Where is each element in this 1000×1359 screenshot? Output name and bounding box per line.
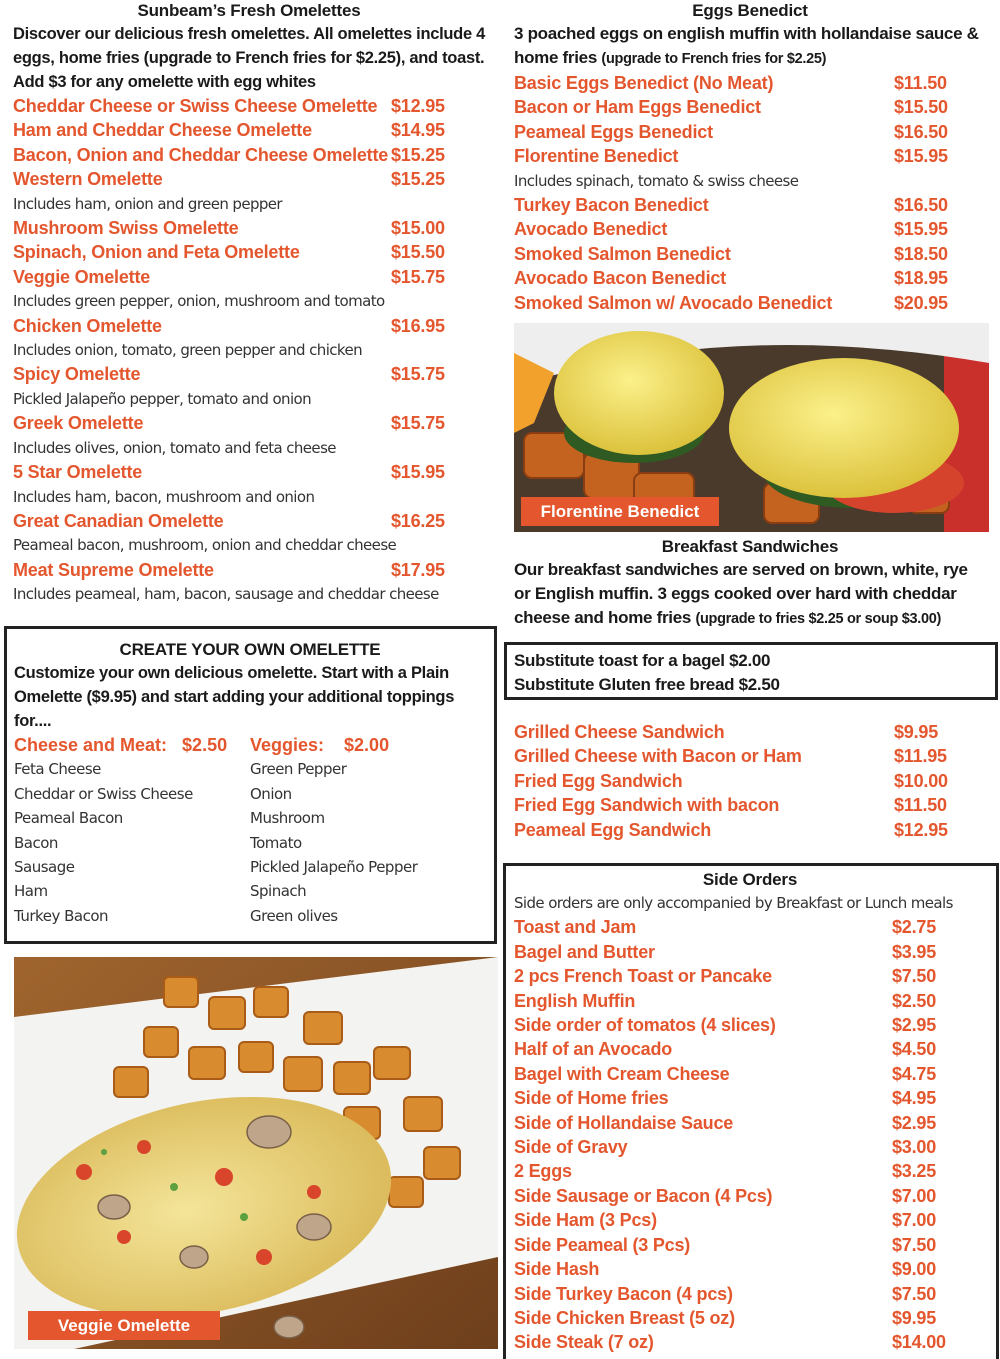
topping-item: Green Pepper [250, 760, 347, 779]
menu-item [514, 1257, 986, 1281]
sides-list [514, 915, 986, 1354]
item-price: $7.00 [892, 1185, 937, 1206]
menu-item [13, 240, 485, 264]
omelettes-title: Sunbeam’s Fresh Omelettes [137, 1, 361, 20]
omelettes-intro: Discover our delicious fresh omelettes. All omelettes include 4 eggs, home fries (upgrade to French fries for $2.25), and toast. Add $3 for any omelette with egg whites [13, 25, 485, 91]
menu-item [514, 291, 986, 315]
item-price: $12.95 [894, 819, 948, 840]
topping-item: Green olives [250, 906, 338, 925]
topping-item: Peameal Bacon [14, 809, 123, 828]
item-price: $2.95 [892, 1015, 937, 1036]
topping-item: Sausage [14, 858, 75, 877]
item-price: $11.50 [894, 795, 947, 816]
substitute-list [514, 649, 780, 697]
create-title: CREATE YOUR OWN OMELETTE [119, 640, 381, 659]
menu-item [514, 217, 986, 241]
item-price: $16.50 [894, 121, 948, 142]
item-price: $15.25 [391, 144, 445, 165]
veggies-column [250, 733, 486, 928]
menu-item [514, 1086, 986, 1110]
item-name: Half of an Avocado [514, 1039, 673, 1060]
item-price: $7.50 [892, 966, 937, 987]
menu-item [514, 744, 986, 768]
benedict-intro-upgrade: (upgrade to French fries for $2.25) [601, 51, 827, 67]
item-name: Meat Supreme Omelette [13, 559, 214, 580]
menu-item [514, 266, 986, 290]
menu-item [13, 362, 485, 386]
menu-item [13, 216, 485, 240]
item-name: Smoked Salmon w/ Avocado Benedict [514, 292, 833, 313]
item-description: Peameal bacon, mushroom, onion and cheddar cheese [13, 536, 397, 555]
benedict-intro-text: 3 poached eggs on english muffin with hollandaise sauce & home fries [514, 24, 979, 67]
menu-item [13, 460, 485, 484]
side-orders-box [503, 863, 999, 1359]
substitute-box [504, 642, 998, 700]
item-price: $7.00 [892, 1210, 937, 1231]
topping-item: Ham [14, 882, 48, 901]
item-description: Pickled Jalapeño pepper, tomato and onion [13, 389, 312, 408]
item-name: Fried Egg Sandwich [514, 770, 683, 791]
menu-item [514, 71, 986, 95]
item-description: Includes peameal, ham, bacon, sausage and cheddar cheese [13, 585, 439, 604]
topping-item: Tomato [250, 833, 302, 852]
item-price: $15.95 [894, 146, 948, 167]
sandwich-items-section [514, 720, 986, 842]
item-price: $3.25 [892, 1161, 937, 1182]
item-price: $7.50 [892, 1234, 937, 1255]
sandwiches-intro-upgrade: (upgrade to fries $2.25 or soup $3.00) [695, 611, 942, 627]
menu-item [514, 720, 986, 744]
veggies-list [250, 757, 486, 928]
item-name: Bagel and Butter [514, 941, 655, 962]
item-price: $3.95 [892, 941, 937, 962]
menu-item [514, 1135, 986, 1159]
item-name: Bacon or Ham Eggs Benedict [514, 97, 761, 118]
item-name: Side Steak (7 oz) [514, 1332, 654, 1353]
item-description: Includes onion, tomato, green pepper and chicken [13, 341, 363, 360]
menu-item [514, 193, 986, 217]
sandwiches-section [514, 536, 986, 631]
item-name: Side order of tomatos (4 slices) [514, 1015, 776, 1036]
veggie-omelette-caption: Veggie Omelette [28, 1311, 220, 1340]
item-price: $18.95 [894, 268, 948, 289]
item-name: Side Turkey Bacon (4 pcs) [514, 1283, 733, 1304]
veggies-heading: Veggies: $2.00 [250, 735, 390, 755]
item-name: Spinach, Onion and Feta Omelette [13, 242, 300, 263]
menu-item [13, 143, 485, 167]
sides-intro: Side orders are only accompanied by Breakfast or Lunch meals [514, 894, 953, 912]
sandwiches-title: Breakfast Sandwiches [661, 537, 839, 556]
topping-item: Cheddar or Swiss Cheese [14, 784, 193, 803]
item-price: $4.50 [892, 1039, 937, 1060]
veggie-omelette-image [14, 957, 498, 1349]
sandwiches-intro [514, 558, 986, 631]
item-name: Florentine Benedict [514, 146, 679, 167]
cheese-meat-column [14, 733, 250, 928]
item-name: Toast and Jam [514, 917, 637, 938]
menu-item [514, 1330, 986, 1354]
topping-item: Turkey Bacon [14, 906, 108, 925]
item-name: Side of Home fries [514, 1088, 669, 1109]
menu-item [514, 95, 986, 119]
item-price: $20.95 [894, 292, 948, 313]
menu-item [514, 1233, 986, 1257]
topping-item: Mushroom [250, 809, 325, 828]
item-price: $10.00 [894, 770, 948, 791]
topping-item: Spinach [250, 882, 307, 901]
sandwich-list [514, 720, 986, 842]
sides-title: Side Orders [702, 870, 798, 889]
item-name: Grilled Cheese Sandwich [514, 722, 725, 742]
omelettes-section [13, 0, 485, 607]
benedict-section [514, 0, 986, 315]
item-name: Avocado Bacon Benedict [514, 268, 726, 289]
item-price: $9.95 [892, 1307, 937, 1328]
menu-item [514, 1184, 986, 1208]
veggie-omelette-photo [14, 957, 498, 1349]
item-name: Avocado Benedict [514, 219, 668, 240]
menu-item [13, 509, 485, 533]
item-price: $15.75 [391, 266, 445, 287]
menu-item [13, 314, 485, 338]
substitute-line: Substitute toast for a bagel $2.00 [514, 651, 771, 670]
menu-item [13, 411, 485, 435]
item-description: Includes olives, onion, tomato and feta cheese [13, 438, 336, 457]
item-price: $11.95 [894, 746, 947, 767]
item-price: $15.25 [391, 169, 445, 190]
item-name: Fried Egg Sandwich with bacon [514, 795, 780, 816]
item-name: Basic Eggs Benedict (No Meat) [514, 73, 774, 93]
item-name: 2 Eggs [514, 1161, 572, 1182]
menu-item [13, 94, 485, 118]
item-name: Peameal Eggs Benedict [514, 121, 713, 142]
menu-item [514, 120, 986, 144]
item-price: $15.75 [391, 413, 445, 434]
menu-item [13, 118, 485, 142]
menu-item [514, 1306, 986, 1330]
item-price: $4.95 [892, 1088, 937, 1109]
item-name: Bagel with Cream Cheese [514, 1063, 730, 1084]
menu-item [13, 265, 485, 289]
menu-item [514, 1282, 986, 1306]
item-name: Side of Hollandaise Sauce [514, 1112, 734, 1133]
menu-item [13, 558, 485, 582]
item-price: $15.50 [894, 97, 948, 118]
item-price: $16.25 [391, 510, 445, 531]
item-price: $2.75 [892, 917, 937, 938]
item-name: Side of Gravy [514, 1137, 628, 1158]
item-name: Veggie Omelette [13, 266, 151, 287]
item-name: Bacon, Onion and Cheddar Cheese Omelette [13, 144, 389, 165]
item-price: $16.50 [894, 195, 948, 216]
item-price: $15.95 [894, 219, 948, 240]
menu-item [13, 167, 485, 191]
menu-item [514, 1159, 986, 1183]
toppings-columns [14, 733, 486, 928]
item-price: $17.95 [391, 559, 445, 580]
menu-item [514, 818, 986, 842]
item-name: Side Peameal (3 Pcs) [514, 1234, 691, 1255]
item-name: 2 pcs French Toast or Pancake [514, 966, 772, 987]
topping-item: Bacon [14, 833, 58, 852]
item-price: $2.95 [892, 1112, 937, 1133]
item-price: $15.95 [391, 462, 445, 483]
item-name: Mushroom Swiss Omelette [13, 218, 239, 239]
omelettes-list [13, 94, 485, 607]
cheese-meat-heading: Cheese and Meat: $2.50 [14, 735, 228, 755]
item-price: $12.95 [391, 96, 445, 116]
item-price: $14.95 [391, 120, 445, 141]
benedict-intro [514, 22, 986, 71]
item-name: Smoked Salmon Benedict [514, 243, 731, 264]
menu-item [514, 1062, 986, 1086]
item-name: Side Ham (3 Pcs) [514, 1210, 657, 1231]
item-name: Side Hash [514, 1259, 600, 1280]
item-name: Peameal Egg Sandwich [514, 819, 712, 840]
menu-item [514, 1013, 986, 1037]
menu-item [514, 144, 986, 168]
item-name: 5 Star Omelette [13, 462, 143, 483]
item-description: Includes ham, onion and green pepper [13, 194, 283, 213]
item-price: $9.00 [892, 1259, 937, 1280]
menu-item [514, 940, 986, 964]
topping-item: Pickled Jalapeño Pepper [250, 858, 418, 877]
item-price: $9.95 [894, 722, 939, 742]
item-name: Cheddar Cheese or Swiss Cheese Omelette [13, 96, 378, 116]
sandwiches-intro-text: Our breakfast sandwiches are served on brown, white, rye or English muffin. 3 eggs cooked over hard with cheddar cheese and home fries [514, 560, 968, 627]
item-price: $7.50 [892, 1283, 937, 1304]
create-intro: Customize your own delicious omelette. Start with a Plain Omelette ($9.95) and start adding your additional toppings for.... [14, 664, 455, 730]
item-name: Ham and Cheddar Cheese Omelette [13, 120, 312, 141]
florentine-benedict-photo [514, 323, 989, 532]
item-name: English Muffin [514, 990, 636, 1011]
item-price: $15.00 [391, 218, 445, 239]
florentine-benedict-caption: Florentine Benedict [521, 497, 719, 526]
item-name: Side Chicken Breast (5 oz) [514, 1307, 735, 1328]
item-price: $16.95 [391, 315, 445, 336]
item-price: $11.50 [894, 73, 947, 93]
item-name: Spicy Omelette [13, 364, 141, 385]
item-description: Includes ham, bacon, mushroom and onion [13, 487, 315, 506]
menu-item [514, 1037, 986, 1061]
item-name: Western Omelette [13, 169, 163, 190]
item-price: $15.75 [391, 364, 445, 385]
menu-item [514, 915, 986, 939]
menu-item [514, 989, 986, 1013]
benedict-title: Eggs Benedict [692, 1, 808, 20]
menu-item [514, 769, 986, 793]
item-description: Includes green pepper, onion, mushroom and tomato [13, 292, 385, 311]
topping-item: Onion [250, 784, 292, 803]
item-name: Chicken Omelette [13, 315, 162, 336]
cheese-meat-list [14, 757, 250, 928]
item-name: Grilled Cheese with Bacon or Ham [514, 746, 802, 767]
item-price: $3.00 [892, 1137, 937, 1158]
menu-item [514, 793, 986, 817]
item-description: Includes spinach, tomato & swiss cheese [514, 171, 799, 190]
item-name: Greek Omelette [13, 413, 144, 434]
item-price: $4.75 [892, 1063, 937, 1084]
item-price: $15.50 [391, 242, 445, 263]
item-price: $18.50 [894, 243, 948, 264]
create-your-own-box [4, 626, 497, 944]
item-price: $2.50 [892, 990, 937, 1011]
benedict-list [514, 71, 986, 315]
menu-item [514, 242, 986, 266]
substitute-line: Substitute Gluten free bread $2.50 [514, 675, 780, 694]
item-name: Turkey Bacon Benedict [514, 195, 709, 216]
menu-item [514, 1111, 986, 1135]
topping-item: Feta Cheese [14, 760, 101, 779]
menu-item [514, 964, 986, 988]
item-name: Great Canadian Omelette [13, 510, 224, 531]
item-price: $14.00 [892, 1332, 946, 1353]
menu-item [514, 1208, 986, 1232]
item-name: Side Sausage or Bacon (4 Pcs) [514, 1185, 773, 1206]
